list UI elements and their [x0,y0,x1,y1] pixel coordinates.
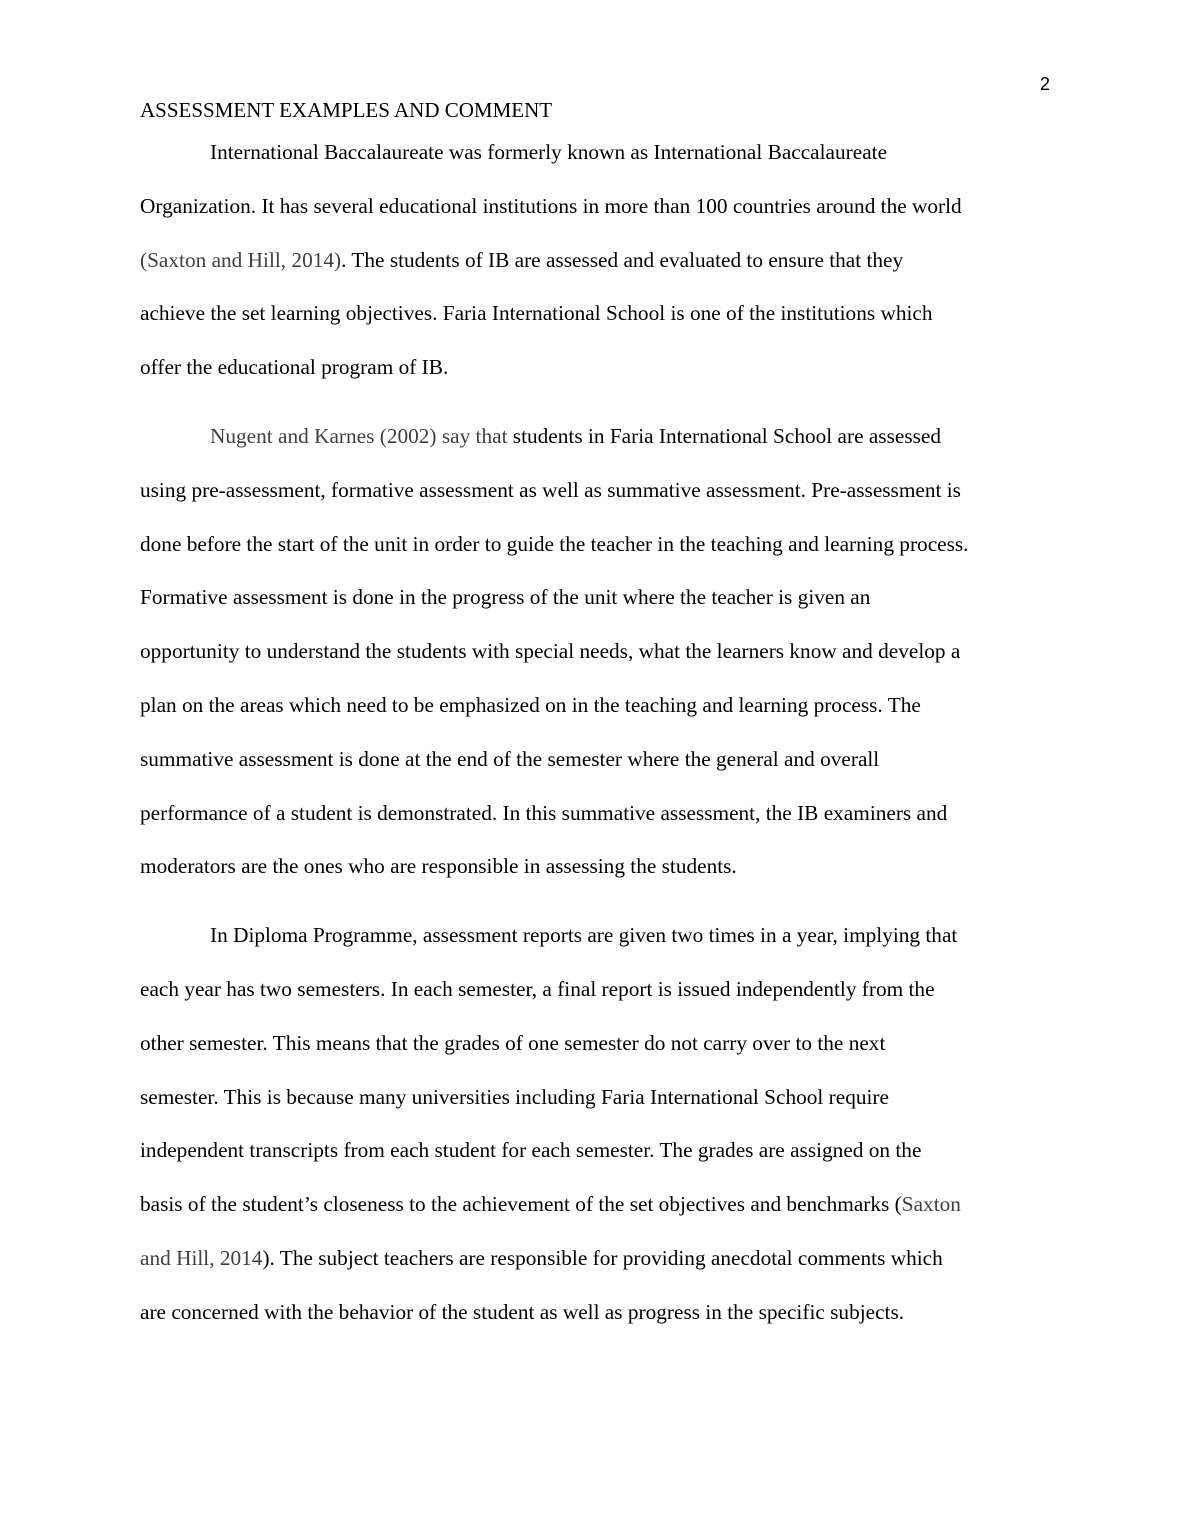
text-line [140,571,1052,625]
text-line [140,733,1052,787]
citation: Nugent and Karnes (2002) say that [210,423,508,448]
text-run: students in Faria International School are assessed [507,423,942,448]
paragraph-gap [140,395,1052,410]
text-line [140,518,1052,572]
text-run: are concerned with the behavior of the student as well as progress in the specific subjects. [140,1299,905,1324]
text-run: basis of the student’s closeness to the achievement of the set objectives and benchmarks ( [140,1192,902,1217]
text-line [140,1017,1052,1071]
text-run: summative assessment is done at the end of the semester where the general and overall [140,746,880,771]
text-run: semester. This is because many universities including Faria International School require [140,1084,889,1109]
text-run: independent transcripts from each student for each semester. The grades are assigned on the [140,1138,922,1163]
text-line [140,341,1052,395]
text-line [140,287,1052,341]
text-line [140,625,1052,679]
text-line [140,1286,1052,1340]
text-line [140,180,1052,234]
text-line [140,787,1052,841]
text-line [140,126,1052,180]
text-line [140,679,1052,733]
text-line [140,909,1052,963]
body-text [140,126,1052,1340]
text-run: opportunity to understand the students with special needs, what the learners know and develop a [140,639,961,664]
citation: Saxton [901,1192,961,1217]
text-run: International Baccalaureate was formerly known as International Baccalaureate [210,140,888,164]
text-run: other semester. This means that the grades of one semester do not carry over to the next [140,1030,886,1055]
text-run: done before the start of the unit in order to guide the teacher in the teaching and learning process. [140,531,969,556]
text-run: Formative assessment is done in the progress of the unit where the teacher is given an [140,585,871,610]
text-run: . The students of IB are assessed and evaluated to ensure that they [341,247,904,272]
text-line [140,410,1052,464]
text-line [140,1124,1052,1178]
paragraph-gap [140,894,1052,909]
paragraph-1 [140,126,1052,395]
text-run: performance of a student is demonstrated. In this summative assessment, the IB examiners and [140,800,948,825]
page-number: 2 [1039,74,1050,94]
paragraph-3 [140,909,1052,1339]
paragraph-2 [140,410,1052,894]
running-head: ASSESSMENT EXAMPLES AND COMMENT [140,98,553,122]
text-line [140,234,1052,288]
text-line [140,1071,1052,1125]
text-line [140,464,1052,518]
text-line [140,963,1052,1017]
text-line [140,840,1052,894]
text-run: using pre-assessment, formative assessment as well as summative assessment. Pre-assessment is [140,477,961,502]
citation: (Saxton and Hill, 2014) [140,247,342,272]
text-run: plan on the areas which need to be emphasized on in the teaching and learning process. The [140,692,921,717]
text-run: ). The subject teachers are responsible for providing anecdotal comments which [262,1245,943,1270]
text-run: moderators are the ones who are responsible in assessing the students. [140,854,737,879]
text-run: Organization. It has several educational institutions in more than 100 countries around the world [140,193,962,218]
text-run: each year has two semesters. In each semester, a final report is issued independently from the [140,976,935,1001]
text-run: In Diploma Programme, assessment reports are given two times in a year, implying that [210,923,958,948]
text-run: achieve the set learning objectives. Faria International School is one of the institutions which [140,301,933,326]
text-line [140,1178,1052,1232]
text-line [140,1232,1052,1286]
text-run: offer the educational program of IB. [140,355,449,380]
citation: and Hill, 2014 [140,1245,263,1270]
